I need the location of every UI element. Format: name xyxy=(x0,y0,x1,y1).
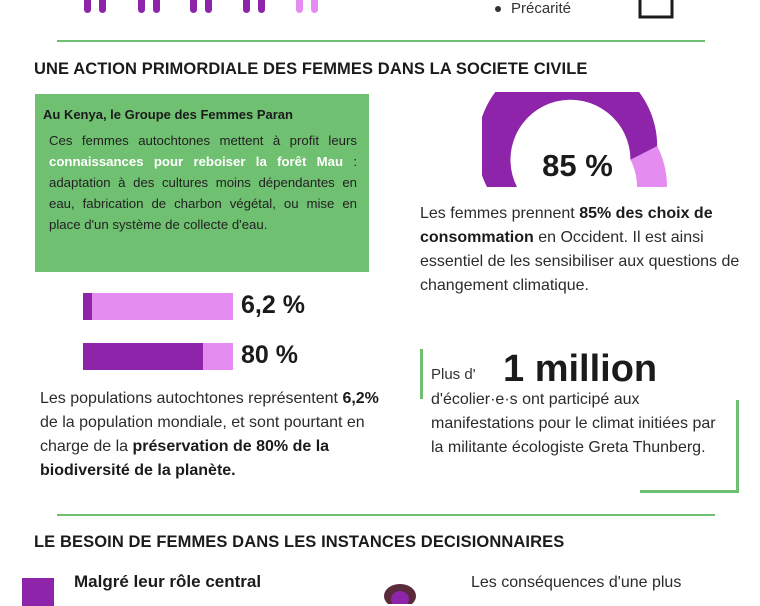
million-prefix: Plus d' xyxy=(431,366,476,383)
kenya-highlight: connaissances pour reboiser la forêt Mau xyxy=(49,154,344,169)
frame-line xyxy=(420,349,423,399)
kenya-box xyxy=(35,94,369,272)
woman-figure-icon xyxy=(296,0,318,13)
frame-line xyxy=(640,490,739,493)
kenya-box-title: Au Kenya, le Groupe des Femmes Paran xyxy=(43,107,293,122)
progress-bar xyxy=(83,293,233,320)
purple-square xyxy=(22,578,54,606)
woman-figure-icon xyxy=(190,0,212,13)
gauge-label: 85 % xyxy=(542,148,613,183)
woman-figure-icon xyxy=(243,0,265,13)
consequences-text: Les conséquences d'une plus xyxy=(471,574,682,591)
progress-fill xyxy=(83,293,92,320)
woman-figure-icon xyxy=(138,0,160,13)
house-icon xyxy=(636,0,680,22)
bar-label: 6,2 % xyxy=(241,291,305,319)
woman-figure-icon xyxy=(84,0,106,13)
bullet-item xyxy=(495,0,571,17)
population-text: Les populations autochtones représentent 6,2% de la population mondiale, et sont pourtant en charge de la préservation de 80% de la biodiversité de la planète. xyxy=(40,390,379,479)
million-number: 1 million xyxy=(503,348,658,390)
million-text: d'écolier·e·s ont participé aux manifestations pour le climat initiées par la militante écologiste Greta Thunberg. xyxy=(431,391,716,456)
kenya-box-text: Ces femmes autochtones mettent à profit leurs connaissances pour reboiser la forêt Mau : adaptation à des cultures moins dépendantes en eau, fabrication de charbon végétal, ou mise en place d'un système de collecte d'eau. xyxy=(49,133,358,232)
subsection-heading: Malgré leur rôle central xyxy=(74,572,262,591)
section-divider xyxy=(57,40,705,42)
section-divider xyxy=(57,514,715,516)
progress-fill xyxy=(83,343,203,370)
bullet-text: Précarité xyxy=(511,0,572,17)
consumption-text: Les femmes prennent 85% des choix de consommation en Occident. Il est ainsi essentiel de les sensibiliser aux questions de changement climatique. xyxy=(420,205,740,294)
section-title: LE BESOIN DE FEMMES DANS LES INSTANCES DECISIONNAIRES xyxy=(34,533,565,551)
woman-portrait-icon xyxy=(380,582,420,604)
progress-bar xyxy=(83,343,233,370)
section-title: UNE ACTION PRIMORDIALE DES FEMMES DANS LA SOCIETE CIVILE xyxy=(34,60,588,78)
frame-line xyxy=(736,400,739,492)
bar-label: 80 % xyxy=(241,341,298,369)
